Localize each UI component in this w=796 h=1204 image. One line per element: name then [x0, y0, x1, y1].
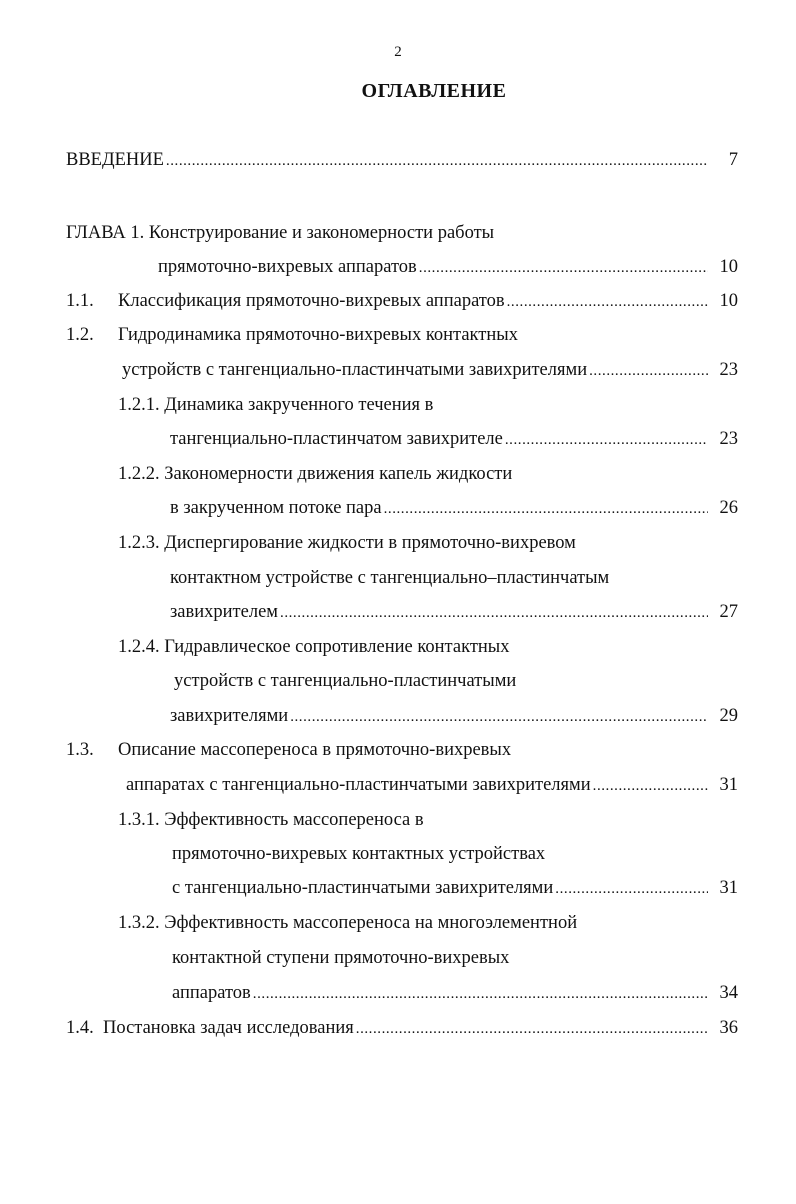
- toc-section-number: 1.3.: [66, 740, 94, 760]
- toc-entry-1-2-line1: Гидродинамика прямоточно-вихревых контактных: [118, 325, 518, 345]
- toc-entry-1-3-2-line1: 1.3.2. Эффективность массопереноса на многоэлементной: [118, 913, 578, 933]
- dot-leader: [290, 704, 708, 729]
- dot-leader: [280, 600, 708, 625]
- toc-section-number: 1.2.: [66, 325, 94, 345]
- dot-leader: [593, 773, 708, 798]
- dot-leader: [419, 255, 708, 280]
- toc-entry-1-2-1-line1: 1.2.1. Динамика закрученного течения в: [118, 395, 434, 415]
- toc-entry-1-4: [66, 1016, 738, 1041]
- toc-entry-1-3-1-line1: 1.3.1. Эффективность массопереноса в: [118, 810, 424, 830]
- toc-entry-intro: [66, 148, 738, 173]
- toc-entry-text: завихрителями: [170, 706, 289, 726]
- toc-entry-1-2-4-line2: устройств с тангенциально-пластинчатыми: [174, 671, 517, 691]
- dot-leader: [253, 981, 708, 1006]
- toc-entry-1-2-2: [170, 496, 738, 521]
- toc-entry-1-3: [126, 773, 738, 798]
- toc-page-number: 29: [719, 706, 738, 726]
- dot-leader: [555, 876, 708, 901]
- toc-page-number: 34: [719, 983, 738, 1003]
- toc-entry-text: ВВЕДЕНИЕ: [66, 150, 164, 170]
- toc-page-number: 23: [719, 360, 738, 380]
- toc-section-number: 1.1.: [66, 291, 94, 311]
- toc-entry-text: прямоточно-вихревых аппаратов: [158, 257, 417, 277]
- toc-entry-1-3-1-line2: прямоточно-вихревых контактных устройствах: [172, 844, 546, 864]
- toc-entry-1-3-2-line2: контактной ступени прямоточно-вихревых: [172, 948, 510, 968]
- toc-entry-text: 1.4. Постановка задач исследования: [66, 1018, 354, 1038]
- dot-leader: [166, 148, 708, 173]
- page-title: ОГЛАВЛЕНИЕ: [361, 80, 507, 102]
- toc-entry-text: завихрителем: [170, 602, 279, 622]
- toc-page-number: 10: [719, 257, 738, 277]
- toc-entry-1-3-1: [172, 876, 738, 901]
- toc-entry-text: тангенциально-пластинчатом завихрителе: [170, 429, 503, 449]
- toc-page-number: 7: [728, 150, 738, 170]
- toc-entry-text: аппаратах с тангенциально-пластинчатыми завихрителями: [126, 775, 591, 795]
- toc-entry-1-2-4-line1: 1.2.4. Гидравлическое сопротивление контактных: [118, 637, 510, 657]
- toc-entry-1-2-1: [170, 427, 738, 452]
- toc-entry-text: с тангенциально-пластинчатыми завихрителями: [172, 878, 554, 898]
- toc-page-number: 10: [719, 291, 738, 311]
- dot-leader: [507, 289, 708, 314]
- toc-entry-1-2-2-line1: 1.2.2. Закономерности движения капель жидкости: [118, 464, 513, 484]
- toc-entry-1-2-3-line2: контактном устройстве с тангенциально–пластинчатым: [170, 568, 610, 588]
- toc-page-number: 31: [719, 878, 738, 898]
- toc-entry-text: Классификация прямоточно-вихревых аппаратов: [118, 291, 505, 311]
- toc-entry-1-2: [122, 358, 738, 383]
- toc-page-number: 27: [719, 602, 738, 622]
- toc-page-number: 23: [719, 429, 738, 449]
- toc-entry-text: аппаратов: [172, 983, 251, 1003]
- toc-entry-1-2-3-line1: 1.2.3. Диспергирование жидкости в прямоточно-вихревом: [118, 533, 576, 553]
- toc-entry-1-1: [118, 289, 738, 314]
- dot-leader: [356, 1016, 708, 1041]
- toc-entry-chapter-1: [158, 255, 738, 280]
- toc-entry-1-2-3: [170, 600, 738, 625]
- page-number: 2: [394, 44, 402, 60]
- toc-entry-1-3-line1: Описание массопереноса в прямоточно-вихревых: [118, 740, 512, 760]
- dot-leader: [384, 496, 708, 521]
- toc-entry-1-3-2: [172, 981, 738, 1006]
- toc-chapter-1-title: ГЛАВА 1. Конструирование и закономерности работы: [66, 223, 495, 243]
- toc-page-number: 31: [719, 775, 738, 795]
- toc-page-number: 36: [719, 1018, 738, 1038]
- toc-page-number: 26: [719, 498, 738, 518]
- toc-entry-text: устройств с тангенциально-пластинчатыми завихрителями: [122, 360, 588, 380]
- dot-leader: [589, 358, 708, 383]
- toc-entry-1-2-4: [170, 704, 738, 729]
- dot-leader: [505, 427, 708, 452]
- toc-entry-text: в закрученном потоке пара: [170, 498, 382, 518]
